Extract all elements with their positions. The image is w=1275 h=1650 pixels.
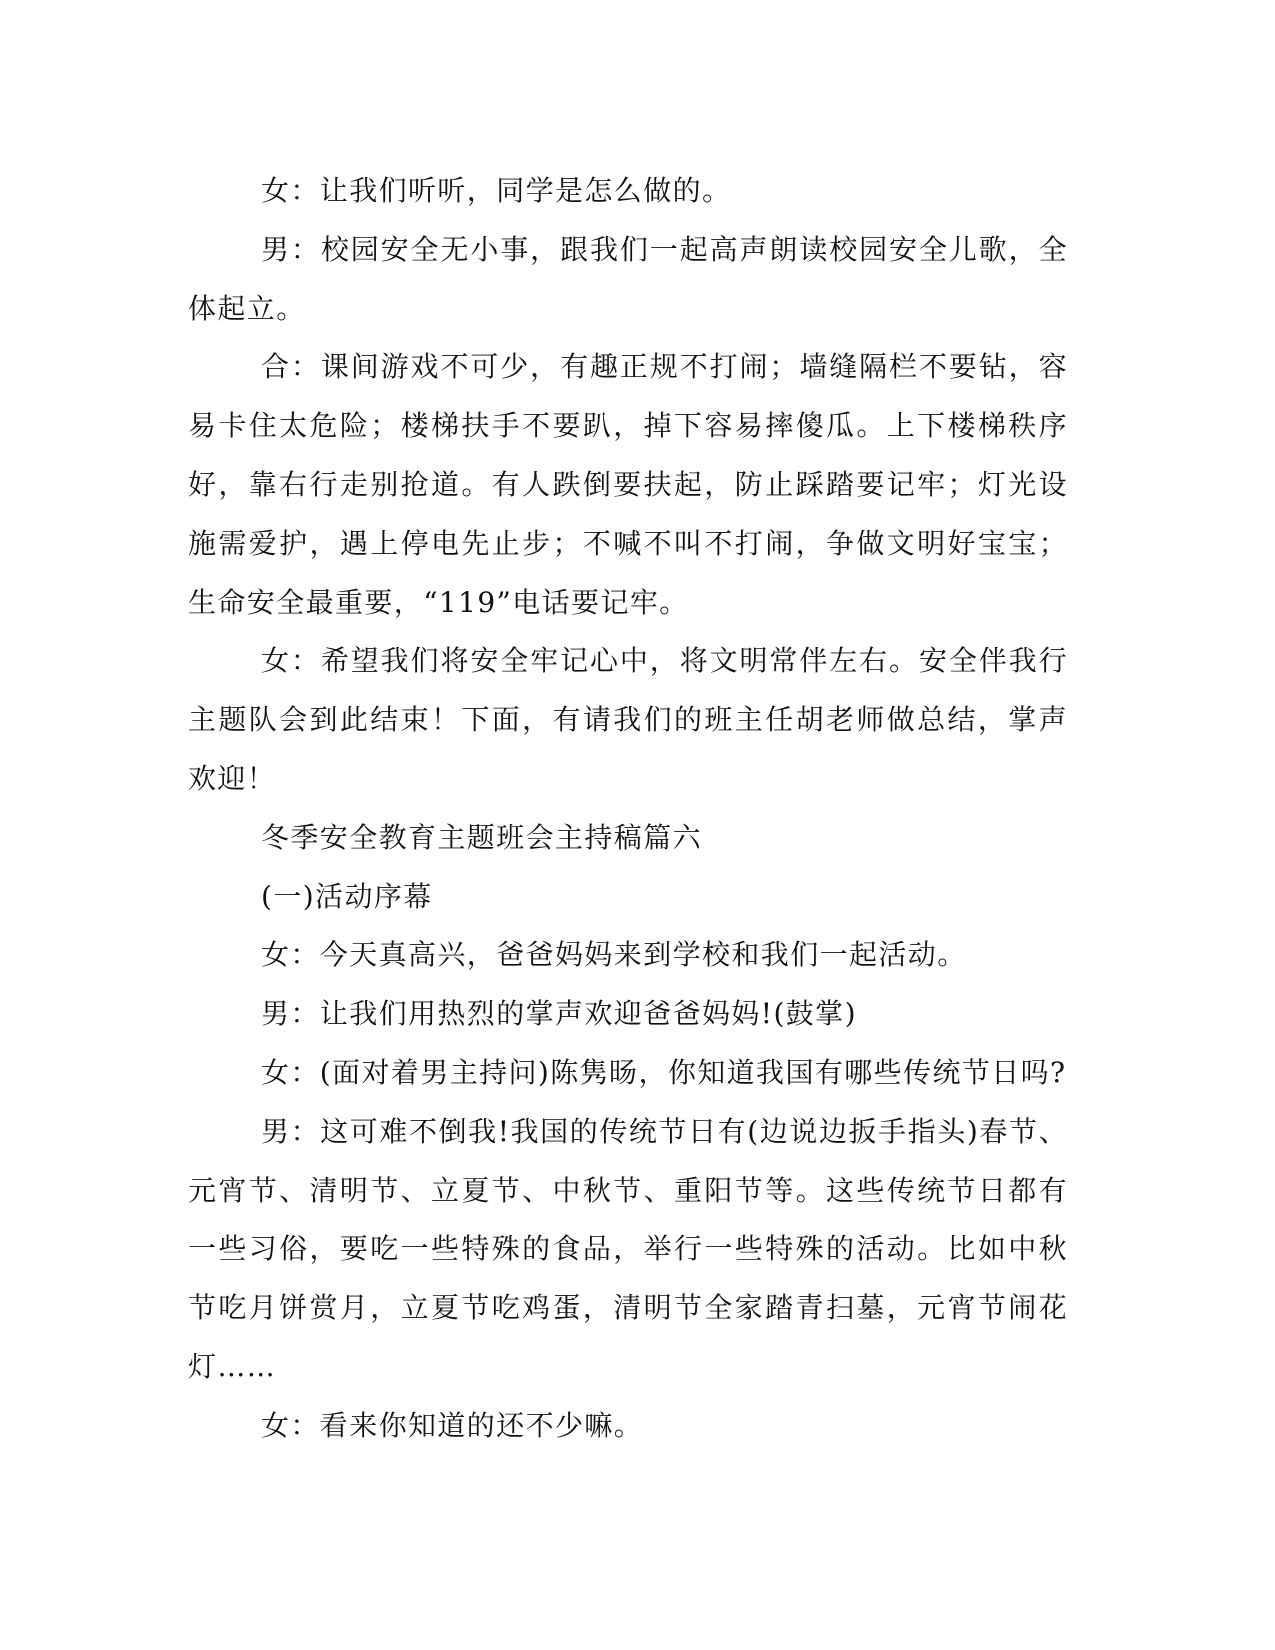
paragraph-4: 女：希望我们将安全牢记心中，将文明常伴左右。安全伴我行主题队会到此结束！下面，有请我们的班主任胡老师做总结，掌声欢迎！ — [188, 644, 1068, 795]
paragraph-3: 合：课间游戏不可少，有趣正规不打闹；墙缝隔栏不要钻，容易卡住太危险；楼梯扶手不要趴，掉下容易摔傻瓜。上下楼梯秩序好，靠右行走别抢道。有人跌倒要扶起，防止踩踏要记牢；灯光设施需爱护，遇上停电先止步；不喊不叫不打闹，争做文明好宝宝；生命安全最重要，“119”电话要记牢。 — [188, 350, 1068, 619]
subsection-heading: (一)活动序幕 — [261, 879, 433, 913]
paragraph-11: 女：看来你知道的还不少嘛。 — [261, 1408, 644, 1442]
paragraph-2: 男：校园安全无小事，跟我们一起高声朗读校园安全儿歌，全体起立。 — [188, 232, 1068, 325]
section-heading: 冬季安全教育主题班会主持稿篇六 — [261, 820, 703, 854]
paragraph-10: 男：这可难不倒我!我国的传统节日有(边说边扳手指头)春节、元宵节、清明节、立夏节、中秋节、重阳节等。这些传统节日都有一些习俗，要吃一些特殊的食品，举行一些特殊的活动。比如中秋节吃月饼赏月，立夏节吃鸡蛋，清明节全家踏青扫墓，元宵节闹花灯…… — [188, 1114, 1068, 1383]
document-body — [188, 162, 1068, 1456]
paragraph-7: 女：今天真高兴，爸爸妈妈来到学校和我们一起活动。 — [261, 938, 967, 972]
paragraph-9: 女：(面对着男主持问)陈隽旸，你知道我国有哪些传统节日吗? — [261, 1055, 1067, 1089]
paragraph-8: 男：让我们用热烈的掌声欢迎爸爸妈妈!(鼓掌) — [261, 997, 857, 1031]
paragraph-1: 女：让我们听听，同学是怎么做的。 — [261, 174, 732, 207]
